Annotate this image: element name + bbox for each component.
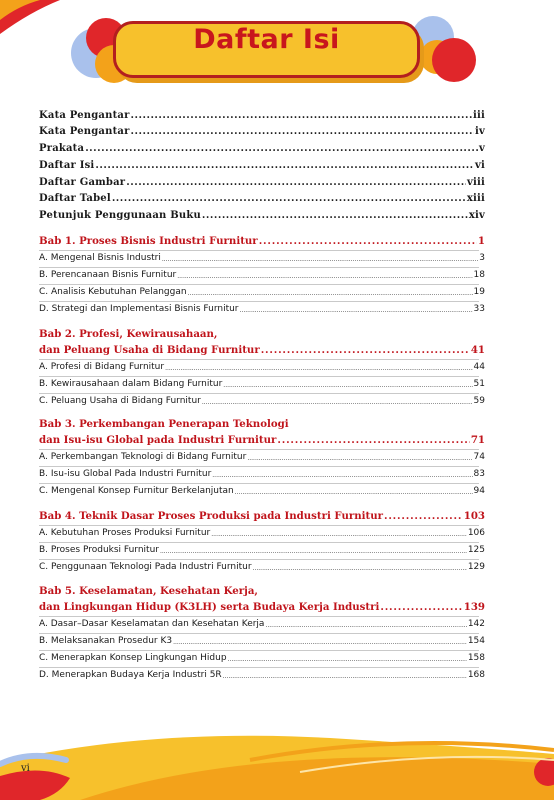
decor-blob-red-right: [432, 38, 476, 82]
toc-entry[interactable]: Petunjuk Penggunaan Buku ..... xiv: [39, 210, 485, 221]
divider: [39, 542, 479, 543]
chapter-title-line: Bab 3. Perkembangan Penerapan Teknologi: [39, 418, 289, 430]
section-entry[interactable]: C. Analisis Kebutuhan Pelanggan ..... 19: [39, 287, 485, 297]
chapter-entry[interactable]: Bab 1. Proses Bisnis Industri Furnitur ..... 1: [39, 235, 485, 247]
toc-entry[interactable]: Daftar Gambar ..... viii: [39, 177, 485, 188]
toc-entry[interactable]: Kata Pengantar ..... iii: [39, 110, 485, 121]
divider: [39, 284, 479, 285]
section-entry[interactable]: B. Perencanaan Bisnis Furnitur ..... 18: [39, 270, 485, 280]
section-entry[interactable]: A. Perkembangan Teknologi di Bidang Furnitur ..... 74: [39, 452, 485, 462]
section-entry[interactable]: C. Penggunaan Teknologi Pada Industri Furnitur ..... 129: [39, 562, 485, 572]
section-entry[interactable]: C. Peluang Usaha di Bidang Furnitur ..... 59: [39, 396, 485, 406]
page-number: vi: [21, 763, 30, 774]
section-entry[interactable]: B. Isu-isu Global Pada Industri Furnitur ..... 83: [39, 469, 485, 479]
section-entry[interactable]: D. Strategi dan Implementasi Bisnis Furnitur ..... 33: [39, 304, 485, 314]
divider: [39, 559, 479, 560]
toc-entry[interactable]: Kata Pengantar ..... iv: [39, 126, 485, 137]
section-entry[interactable]: A. Profesi di Bidang Furnitur ..... 44: [39, 362, 485, 372]
page-title: Daftar Isi: [193, 24, 340, 55]
divider: [39, 525, 479, 526]
divider: [39, 466, 479, 467]
section-entry[interactable]: D. Menerapkan Budaya Kerja Industri 5R ..... 168: [39, 670, 485, 680]
divider: [39, 301, 479, 302]
chapter-entry[interactable]: dan Isu-isu Global pada Industri Furnitur ..... 71: [39, 434, 485, 446]
chapter-entry[interactable]: dan Lingkungan Hidup (K3LH) serta Budaya Kerja Industri ..... 139: [39, 601, 485, 613]
divider: [39, 616, 479, 617]
section-entry[interactable]: B. Proses Produksi Furnitur ..... 125: [39, 545, 485, 555]
divider: [39, 376, 479, 377]
divider: [39, 393, 479, 394]
divider: [39, 650, 479, 651]
footer-swoosh: [0, 720, 554, 800]
section-entry[interactable]: A. Dasar–Dasar Keselamatan dan Kesehatan Kerja ..... 142: [39, 619, 485, 629]
toc-entry[interactable]: Daftar Tabel ..... xiii: [39, 193, 485, 204]
section-entry[interactable]: C. Mengenal Konsep Furnitur Berkelanjutan ..... 94: [39, 486, 485, 496]
section-entry[interactable]: A. Mengenal Bisnis Industri ..... 3: [39, 253, 485, 263]
toc-entry[interactable]: Prakata ..... v: [39, 143, 485, 154]
divider: [39, 267, 479, 268]
chapter-title-line: Bab 2. Profesi, Kewirausahaan,: [39, 328, 218, 340]
section-entry[interactable]: A. Kebutuhan Proses Produksi Furnitur ..... 106: [39, 528, 485, 538]
divider: [39, 449, 479, 450]
toc-entry[interactable]: Daftar Isi ..... vi: [39, 160, 485, 171]
chapter-entry[interactable]: Bab 4. Teknik Dasar Proses Produksi pada Industri Furnitur ..... 103: [39, 510, 485, 522]
corner-swoosh-top-left: [0, 0, 60, 40]
chapter-entry[interactable]: dan Peluang Usaha di Bidang Furnitur ..... 41: [39, 344, 485, 356]
section-entry[interactable]: B. Kewirausahaan dalam Bidang Furnitur ..... 51: [39, 379, 485, 389]
divider: [39, 483, 479, 484]
divider: [39, 250, 479, 251]
section-entry[interactable]: B. Melaksanakan Prosedur K3 ..... 154: [39, 636, 485, 646]
section-entry[interactable]: C. Menerapkan Konsep Lingkungan Hidup ..... 158: [39, 653, 485, 663]
divider: [39, 667, 479, 668]
divider: [39, 633, 479, 634]
divider: [39, 359, 479, 360]
chapter-title-line: Bab 5. Keselamatan, Kesehatan Kerja,: [39, 585, 258, 597]
